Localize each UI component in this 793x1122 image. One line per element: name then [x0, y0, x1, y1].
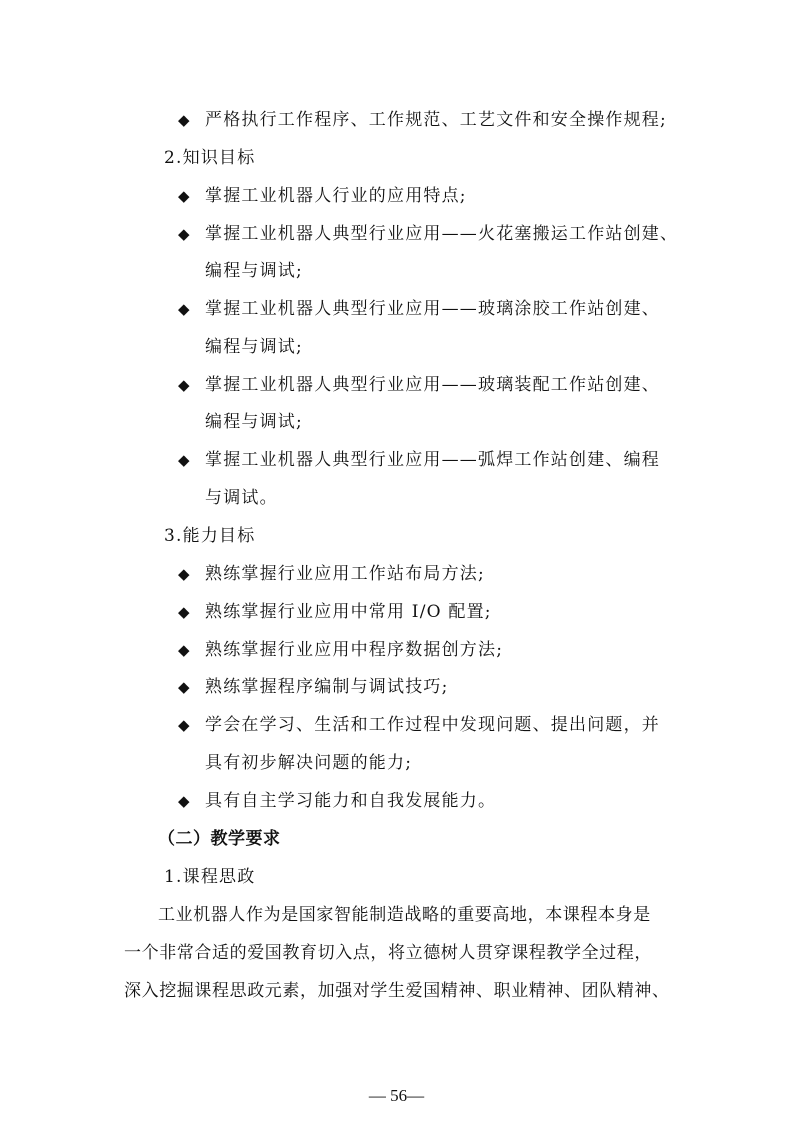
list-item: 掌握工业机器人典型行业应用——玻璃涂胶工作站创建、	[205, 299, 660, 319]
page-number: — 56—	[368, 1086, 425, 1105]
subsection-heading-ability: 3.能力目标	[164, 526, 256, 546]
list-item-continuation: 与调试。	[205, 488, 278, 508]
paragraph-line: 一个非常合适的爱国教育切入点，将立德树人贯穿课程教学全过程，	[124, 943, 652, 963]
list-item-continuation: 具有初步解决问题的能力;	[205, 753, 413, 773]
list-item-continuation: 编程与调试;	[205, 337, 303, 357]
list-item: 熟练掌握行业应用中常用 I/O 配置;	[205, 602, 492, 622]
section-heading: （二）教学要求	[158, 829, 281, 849]
list-item: 具有自主学习能力和自我发展能力。	[205, 791, 497, 811]
bullet-diamond-icon: ◆	[178, 187, 190, 205]
bullet-diamond-icon: ◆	[178, 300, 190, 318]
bullet-diamond-icon: ◆	[178, 716, 190, 734]
paragraph-line: 工业机器人作为是国家智能制造战略的重要高地，本课程本身是	[158, 905, 651, 925]
subsection-heading-knowledge: 2.知识目标	[164, 148, 256, 168]
bullet-diamond-icon: ◆	[178, 678, 190, 696]
list-item: 严格执行工作程序、工作规范、工艺文件和安全操作规程;	[205, 110, 667, 130]
list-item: 熟练掌握程序编制与调试技巧;	[205, 677, 449, 697]
bullet-diamond-icon: ◆	[178, 376, 190, 394]
list-item: 掌握工业机器人典型行业应用——弧焊工作站创建、编程	[205, 450, 660, 470]
bullet-diamond-icon: ◆	[178, 565, 190, 583]
list-item: 熟练掌握行业应用工作站布局方法;	[205, 564, 485, 584]
paragraph-line: 深入挖掘课程思政元素，加强对学生爱国精神、职业精神、团队精神、	[124, 981, 670, 1001]
list-item-continuation: 编程与调试;	[205, 412, 303, 432]
list-item: 掌握工业机器人典型行业应用——玻璃装配工作站创建、	[205, 375, 660, 395]
bullet-diamond-icon: ◆	[178, 603, 190, 621]
bullet-diamond-icon: ◆	[178, 225, 190, 243]
list-item-continuation: 编程与调试;	[205, 261, 303, 281]
list-item: 学会在学习、生活和工作过程中发现问题、提出问题，并	[205, 715, 660, 735]
bullet-diamond-icon: ◆	[178, 111, 190, 129]
bullet-diamond-icon: ◆	[178, 641, 190, 659]
bullet-diamond-icon: ◆	[178, 792, 190, 810]
subheading-course-ideology: 1.课程思政	[164, 867, 256, 887]
list-item: 掌握工业机器人行业的应用特点;	[205, 186, 467, 206]
bullet-diamond-icon: ◆	[178, 451, 190, 469]
list-item: 掌握工业机器人典型行业应用——火花塞搬运工作站创建、	[205, 224, 679, 244]
list-item: 熟练掌握行业应用中程序数据创方法;	[205, 640, 504, 660]
